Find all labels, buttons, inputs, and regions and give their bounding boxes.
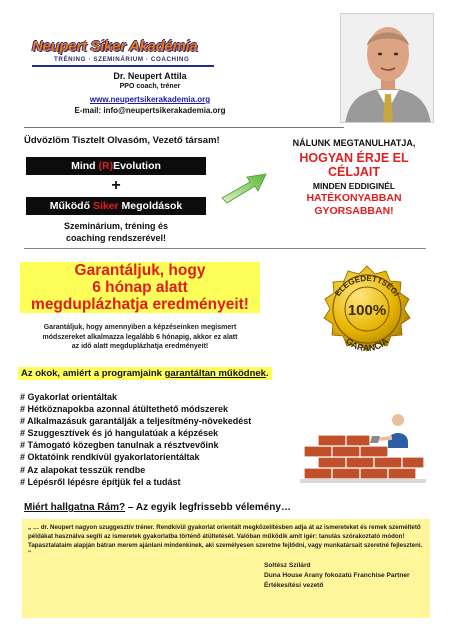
guarantee-detail-line1: Garantáljuk, hogy amennyiben a képzéseinken megismert xyxy=(43,324,237,331)
reasons-underlined: garantáltan működnek xyxy=(164,368,266,379)
logo-underline xyxy=(32,65,214,67)
list-item: # Oktatóink rendkívül gyakorlatorientáltak xyxy=(20,452,200,463)
promise-line6: GYORSABBAN! xyxy=(314,205,394,217)
greeting-text: Üdvözlöm Tisztelt Olvasóm, Vezető társam! xyxy=(24,135,220,146)
benefits-list xyxy=(20,391,251,488)
divider-top xyxy=(24,127,344,128)
success-solutions-red: Siker xyxy=(92,200,119,212)
guarantee-line3: megduplázhatja eredményeit! xyxy=(31,296,249,313)
promise-block xyxy=(282,138,426,218)
offer-subtitle-line2: coaching rendszerével! xyxy=(65,233,167,243)
list-item: # Szuggesztívek és jó hangulatúak a képzések xyxy=(20,428,219,439)
list-item: # Hétköznapokba azonnal átültethető módszerek xyxy=(20,404,229,415)
list-item: # Lépésről lépésre építjük fel a tudást xyxy=(20,476,181,487)
list-item: # Alkalmazásuk garantálják a teljesítmény-növekedést xyxy=(20,416,252,427)
logo-tagline: TRÉNING · SZEMINÁRIUM · COACHING xyxy=(54,56,190,63)
offer-subtitle xyxy=(26,220,206,244)
contact-email[interactable]: E-mail: info@neupertsikerakademia.org xyxy=(74,106,226,115)
promise-line4: MINDEN EDDIGINÉL xyxy=(312,181,396,191)
reasons-post: . xyxy=(265,368,269,379)
mind-evolution-post: Evolution xyxy=(113,160,161,172)
reasons-pre: Az okok, amiért a programjaink xyxy=(21,368,165,379)
testimonial-signature xyxy=(264,561,410,590)
promise-line2: HOGYAN ÉRJE EL xyxy=(299,151,409,165)
offer-subtitle-line1: Szeminárium, tréning és xyxy=(63,221,169,231)
seal-bottom-text: GARANCIA xyxy=(343,335,391,354)
why-answer: – Az egyik legfrissebb vélemény… xyxy=(125,502,291,513)
brick-wall-illustration xyxy=(300,410,430,490)
seal-percent: 100% xyxy=(347,302,387,319)
guarantee-seal-icon xyxy=(312,264,422,362)
portrait-photo xyxy=(340,13,434,123)
testimonial-author: Soltész Szilárd xyxy=(264,562,311,569)
guarantee-detail-line2: módszereket alkalmazza legalább 6 hónapig, akkor ez alatt xyxy=(42,333,238,341)
promise-line1: NÁLUNK MEGTANULHATJA, xyxy=(292,138,416,148)
guarantee-line1: Garantáljuk, hogy xyxy=(74,262,206,279)
list-item: # Gyakorlat orientáltak xyxy=(20,392,118,402)
contact-role: PPO coach, tréner xyxy=(119,83,181,90)
guarantee-headline xyxy=(20,262,260,313)
list-item: # Az alapokat tesszük rendbe xyxy=(20,464,146,475)
plus-sign: + xyxy=(111,177,121,194)
list-item: # Támogató közegben tanulnak a résztvevőink xyxy=(20,440,219,451)
contact-block xyxy=(40,71,260,115)
testimonial-heading xyxy=(24,502,291,513)
seal-top-text: ELÉGEDETTSÉGI xyxy=(333,273,401,298)
website-link[interactable]: www.neupertsikerakademia.org xyxy=(89,95,211,104)
divider-middle xyxy=(24,248,426,249)
logo-brand: Neupert Siker Akadémia xyxy=(32,38,198,55)
why-question: Miért hallgatna Rám? xyxy=(24,502,126,513)
contact-name: Dr. Neupert Attila xyxy=(113,71,187,81)
reasons-heading xyxy=(18,367,272,380)
testimonial-box xyxy=(22,519,430,618)
mind-evolution-pre: Mind xyxy=(71,160,99,172)
testimonial-text: „ … dr. Neupert nagyon szuggesztív tréner. Rendkívül gyakorlat orientált megközelítésben adja át az ismereteket és remek személtető példákat használva segíti az ismeretek gyakorlatba történő átültetését. Valóban működik amit igér: tanulás szórakoztató módon! Tapasztalataim alapján bátran merem ajánlani mindenkinek, aki személyesen szeretne fejlődni, vagy munkatársait szeretné fejleszteni. " xyxy=(28,524,423,558)
green-arrow-icon xyxy=(220,168,270,211)
mind-evolution-bar xyxy=(26,157,206,175)
success-solutions-bar xyxy=(26,197,206,215)
success-solutions-pre: Működő xyxy=(49,200,93,212)
promise-line5: HATÉKONYABBAN xyxy=(306,192,402,204)
success-solutions-post: Megoldások xyxy=(118,200,183,212)
testimonial-title1: Duna House Arany fokozatú Franchise Partner xyxy=(264,571,410,579)
promise-line3: CÉLJAIT xyxy=(327,165,381,179)
testimonial-title2: Értékesítési vezető xyxy=(264,581,324,589)
guarantee-details xyxy=(20,323,260,352)
guarantee-line2: 6 hónap alatt xyxy=(92,279,188,296)
guarantee-detail-line3: az idő alatt megduplázhatja eredményeit! xyxy=(71,343,209,350)
portrait-illustration xyxy=(341,14,434,123)
mind-evolution-red: (R) xyxy=(98,160,114,172)
